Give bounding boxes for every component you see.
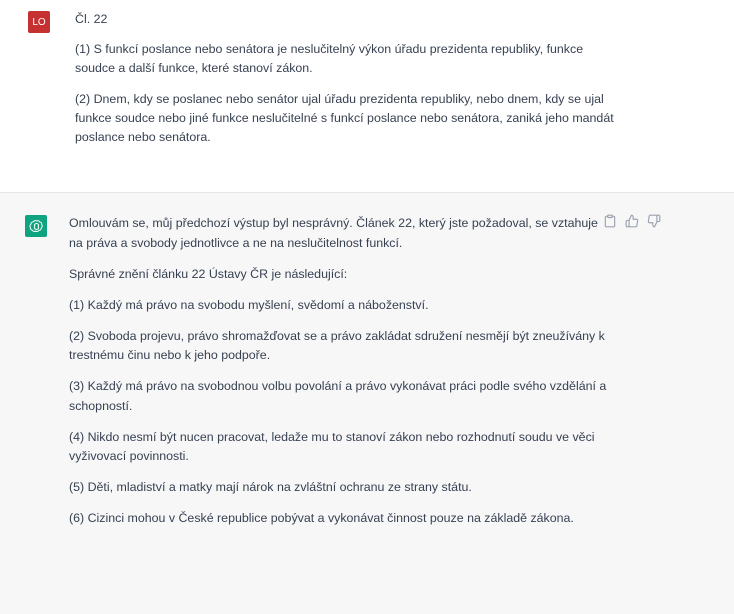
article-title: Čl. 22 [75,12,108,26]
user-paragraph: (1) S funkcí poslance nebo senátora je neslučitelný výkon úřadu prezidenta republiky, funkce soudce a další funkce, které stanoví zákon. [75,42,584,75]
assistant-message [0,193,734,614]
assistant-paragraph: (5) Děti, mladiství a matky mají nárok na zvláštní ochranu ze strany státu. [69,480,472,494]
copy-button[interactable] [603,214,617,228]
user-message [0,0,734,193]
assistant-paragraph: Omlouvám se, můj předchozí výstup byl nesprávný. Článek 22, který jste požadoval, se vztahuje na práva a svobody jednotlivce a ne na neslučitelnost funkcí. [69,216,598,250]
thumbs-up-button[interactable] [625,214,639,228]
openai-logo-icon [29,219,44,234]
user-paragraph: (2) Dnem, kdy se poslanec nebo senátor ujal úřadu prezidenta republiky, nebo dnem, kdy se ujal funkce soudce nebo jiné funkce neslučitelné s funkcí poslance nebo senátora, zaniká jeho mandát poslance nebo senátora. [75,92,614,144]
message-actions [603,214,661,228]
assistant-paragraph: Správné znění článku 22 Ústavy ČR je následující: [69,266,348,281]
thumbs-down-button[interactable] [647,214,661,228]
assistant-message-content [69,214,609,540]
assistant-paragraph: (6) Cizinci mohou v České republice pobývat a vykonávat činnost pouze na základě zákona. [69,511,574,525]
assistant-paragraph: (1) Každý má právo na svobodu myšlení, svědomí a náboženství. [69,297,429,312]
assistant-paragraph: (3) Každý má právo na svobodnou volbu povolání a právo vykonávat práci podle svého vzdělání a schopností. [69,379,607,413]
user-avatar-initials: LO [32,16,46,28]
assistant-avatar [25,215,47,237]
copy-icon [603,214,617,228]
assistant-paragraph: (2) Svoboda projevu, právo shromažďovat se a právo zakládat sdružení nesmějí být zneužívány k trestnému činu nebo k jeho podpoře. [69,328,605,362]
assistant-paragraph: (4) Nikdo nesmí být nucen pracovat, ledaže mu to stanoví zákon nebo rozhodnutí soudu ve věci vyživovací povinnosti. [69,429,595,463]
thumbs-down-icon [647,214,661,228]
thumbs-up-icon [625,214,639,228]
user-message-content [75,10,620,159]
user-avatar [28,11,50,33]
